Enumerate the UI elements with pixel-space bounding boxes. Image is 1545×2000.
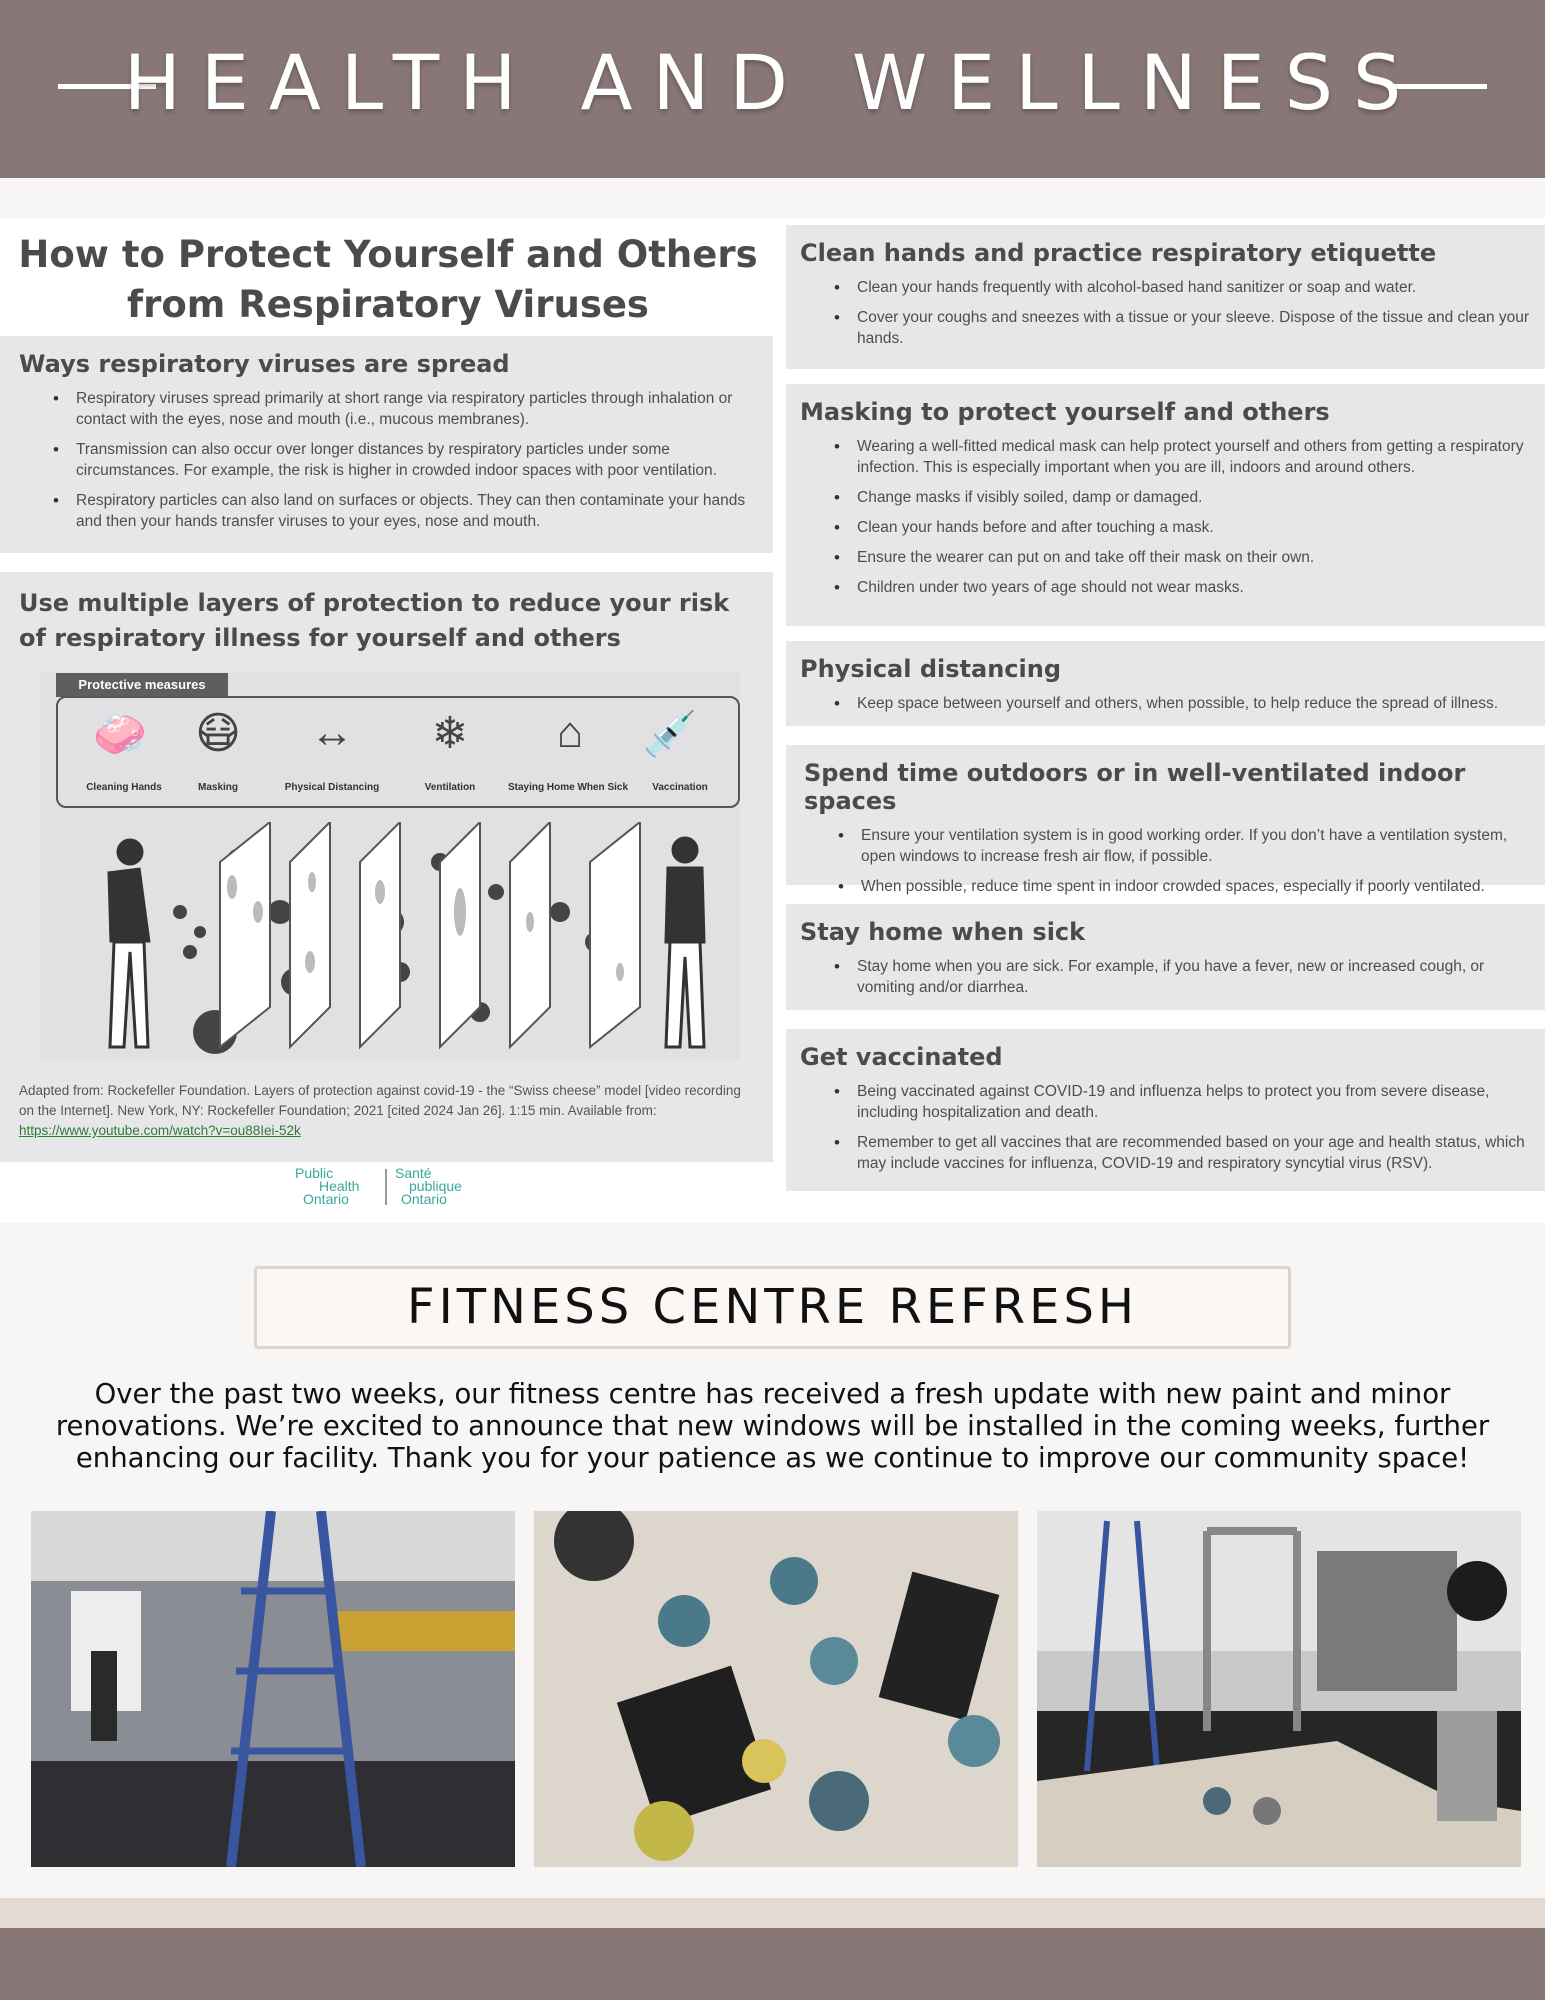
logo-english: [295, 1167, 379, 1206]
list-item: • Respiratory viruses spread primarily at short range via respiratory particles through inhalation or contact with the eyes, nose and mouth (i.e., mucous membranes).: [19, 388, 773, 430]
spread-panel: [0, 336, 773, 553]
citation-text: Adapted from: Rockefeller Foundation. Layers of protection against covid-19 - the “Swiss cheese” model [video recording on the Internet]. New York, NY: Rockefeller Foundation; 2021 [cited 2024 Jan 26]. 1:15 min. Available from:: [19, 1083, 741, 1118]
list-item: • Ensure the wearer can put on and take off their mask on their own.: [800, 547, 1545, 568]
standing-person: [666, 838, 704, 1047]
masking-heading: Masking to protect yourself and others: [800, 398, 1330, 426]
stay-home-heading: Stay home when sick: [800, 918, 1086, 946]
coughing-person: [108, 839, 150, 1047]
measure-label: Physical Distancing: [284, 782, 380, 793]
list-item: • Change masks if visibly soiled, damp or damaged.: [800, 487, 1545, 508]
hand-wash-icon: 🧼: [92, 710, 148, 759]
footer-strip: [0, 1898, 1545, 1928]
logo-text: Ontario: [401, 1191, 447, 1207]
logo-french: [395, 1167, 485, 1206]
clean-hands-list: [800, 277, 1545, 349]
poster-title-line1: How to Protect Yourself and Others: [18, 233, 758, 276]
citation: [19, 1081, 759, 1141]
list-item: • Ensure your ventilation system is in good working order. If you don’t have a ventilation system, open windows to increase fresh air flow, if possible.: [804, 825, 1545, 867]
clean-hands-panel: [786, 225, 1545, 369]
measure-label: Masking: [197, 782, 239, 793]
list-item: • Stay home when you are sick. For example, if you have a fever, new or increased cough, or vomiting and/or diarrhea.: [800, 956, 1545, 998]
house-icon: ⌂: [556, 708, 584, 757]
list-item: • When possible, reduce time spent in indoor crowded spaces, especially if poorly ventilated.: [804, 876, 1545, 897]
footer-bar: [0, 1928, 1545, 2000]
distancing-list: [800, 693, 1545, 714]
gym-equipment-photo: [1037, 1511, 1521, 1867]
poster-title: [0, 230, 776, 330]
layer-holes: [227, 872, 624, 981]
outdoors-heading: Spend time outdoors or in well-ventilated indoor spaces: [804, 759, 1466, 815]
list-item: • Clean your hands frequently with alcohol-based hand sanitizer or soap and water.: [800, 277, 1545, 298]
protective-measures-label: Protective measures: [56, 673, 228, 697]
mask-icon: 😷: [195, 709, 241, 758]
poster-title-line2: from Respiratory Viruses: [127, 283, 649, 326]
protection-layers: [220, 822, 640, 1047]
citation-link[interactable]: https://www.youtube.com/watch?v=ou88Iei-52k: [19, 1123, 301, 1138]
paint-cans-photo: [534, 1511, 1018, 1867]
cheese-layers-illustration: [40, 822, 740, 1060]
gym-ladder-photo: [31, 1511, 515, 1867]
fitness-description: Over the past two weeks, our fitness centre has received a fresh update with new paint and minor renovations. We’re excited to announce that new windows will be installed in the coming weeks, further enhancing our facility. Thank you for your patience as we continue to improve our community space!: [55, 1378, 1490, 1474]
measure-label: Cleaning Hands: [86, 782, 162, 793]
list-item: • Cover your coughs and sneezes with a tissue or your sleeve. Dispose of the tissue and clean your hands.: [800, 307, 1545, 349]
distancing-panel: [786, 641, 1545, 726]
page-title: HEALTH AND WELLNESS: [123, 38, 1422, 127]
spread-list: [19, 388, 773, 532]
list-item: • Keep space between yourself and others, when possible, to help reduce the spread of illness.: [800, 693, 1545, 714]
spread-heading: Ways respiratory viruses are spread: [19, 350, 510, 378]
vaccinated-heading: Get vaccinated: [800, 1043, 1003, 1071]
measure-label: Ventilation: [424, 782, 476, 793]
stay-home-panel: [786, 904, 1545, 1010]
list-item: • Remember to get all vaccines that are recommended based on your age and health status, which may include vaccines for influenza, COVID-19 and respiratory syncytial virus (RSV).: [800, 1132, 1545, 1174]
logo-text: Public: [295, 1165, 334, 1181]
outdoors-panel: [786, 745, 1545, 895]
list-item: • Wearing a well-fitted medical mask can help protect yourself and others from getting a respiratory infection. This is especially important when you are ill, indoors and around others.: [800, 436, 1545, 478]
vaccinated-list: [800, 1081, 1545, 1174]
list-item: • Being vaccinated against COVID-19 and influenza helps to protect you from severe disease, including hospitalization and death.: [800, 1081, 1545, 1123]
outdoors-list: [804, 825, 1545, 897]
distancing-heading: Physical distancing: [800, 655, 1061, 683]
layers-heading: Use multiple layers of protection to reduce your risk of respiratory illness for yourself and others: [19, 589, 730, 652]
fan-icon: ❄: [431, 709, 469, 758]
swiss-cheese-infographic: [40, 672, 740, 1060]
list-item: • Clean your hands before and after touching a mask.: [800, 517, 1545, 538]
logo-text: Health: [319, 1178, 360, 1194]
list-item: • Children under two years of age should not wear masks.: [800, 577, 1545, 598]
list-item: • Respiratory particles can also land on surfaces or objects. They can then contaminate your hands and then your hands transfer viruses to your eyes, nose and mouth.: [19, 490, 773, 532]
clean-hands-heading: Clean hands and practice respiratory etiquette: [800, 239, 1437, 267]
measure-label: Staying Home When Sick: [507, 782, 629, 793]
stay-home-list: [800, 956, 1545, 998]
syringe-icon: 💉: [642, 710, 698, 759]
logo-text: publique: [409, 1178, 462, 1194]
vaccinated-panel: [786, 1029, 1545, 1191]
list-item: • Transmission can also occur over longer distances by respiratory particles under some circumstances. For example, the risk is higher in crowded indoor spaces with poor ventilation.: [19, 439, 773, 481]
logo-divider: [385, 1169, 387, 1205]
logo-text: Ontario: [303, 1191, 349, 1207]
logo-text: Santé: [395, 1165, 432, 1181]
fitness-title: FITNESS CENTRE REFRESH: [254, 1266, 1291, 1349]
measure-label: Vaccination: [652, 782, 708, 793]
distancing-icon: ↔: [310, 708, 354, 757]
masking-list: [800, 436, 1545, 598]
masking-panel: [786, 384, 1545, 626]
